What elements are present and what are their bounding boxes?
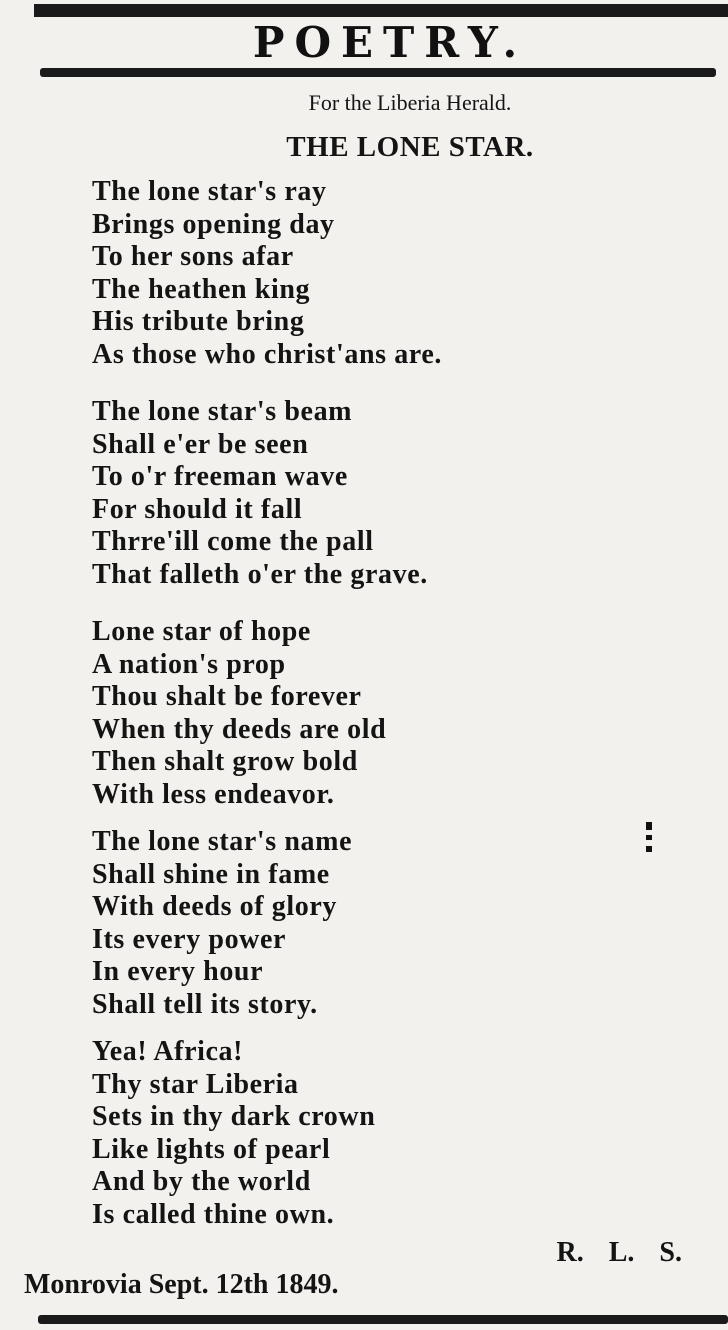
bottom-rule <box>38 1315 728 1324</box>
poem-line: To her sons afar <box>92 241 294 273</box>
poem-line: Thou shalt be forever <box>92 681 362 713</box>
poem-line: Like lights of pearl <box>92 1133 331 1165</box>
poem-line: Thy star Liberia <box>92 1068 299 1100</box>
poem-line: Shall shine in fame <box>92 858 330 890</box>
poem-title: THE LONE STAR. <box>286 131 534 163</box>
stanza <box>92 176 652 372</box>
poem-line: Sets in thy dark crown <box>92 1101 376 1133</box>
poem-line: With deeds of glory <box>92 891 337 923</box>
margin-mark <box>646 822 652 854</box>
dateline: Monrovia Sept. 12th 1849. <box>24 1269 339 1300</box>
poem-line: Its every power <box>92 923 287 955</box>
poem-line: Yea! Africa! <box>92 1036 244 1067</box>
poem-line: For should it fall <box>92 493 303 525</box>
poem-line: Shall e'er be seen <box>92 428 309 460</box>
poem-line: When thy deeds are old <box>92 713 387 745</box>
stanza <box>92 616 652 812</box>
poem-line: Thrre'ill come the pall <box>92 526 374 558</box>
poem-line: Is called thine own. <box>92 1198 335 1230</box>
author-signature: R. L. S. <box>556 1237 682 1268</box>
poem-line: As those who christ'ans are. <box>92 338 442 370</box>
stanza <box>92 1036 652 1232</box>
poem-line: The lone star's ray <box>92 176 327 207</box>
poem-line: In every hour <box>92 956 264 988</box>
poem-line: The lone star's name <box>92 826 353 857</box>
poem-line: Lone star of hope <box>92 616 311 647</box>
byline: For the Liberia Herald. <box>308 90 512 115</box>
section-title: POETRY. <box>252 18 528 67</box>
stanza <box>92 396 652 592</box>
stanza <box>92 826 652 1022</box>
poem-line: A nation's prop <box>92 648 286 680</box>
header-rule <box>40 68 716 77</box>
poem-line: The heathen king <box>92 273 311 305</box>
poem-line: Shall tell its story. <box>92 988 318 1020</box>
poem-line: Brings opening day <box>92 208 335 240</box>
poem-line: With less endeavor. <box>92 778 335 810</box>
poem-line: To o'r freeman wave <box>92 461 348 493</box>
poem-line: Then shalt grow bold <box>92 746 358 778</box>
poem-line: And by the world <box>92 1166 311 1198</box>
poem-line: The lone star's beam <box>92 396 353 427</box>
poem-line: His tribute bring <box>92 306 305 338</box>
poem-line: That falleth o'er the grave. <box>92 558 428 590</box>
